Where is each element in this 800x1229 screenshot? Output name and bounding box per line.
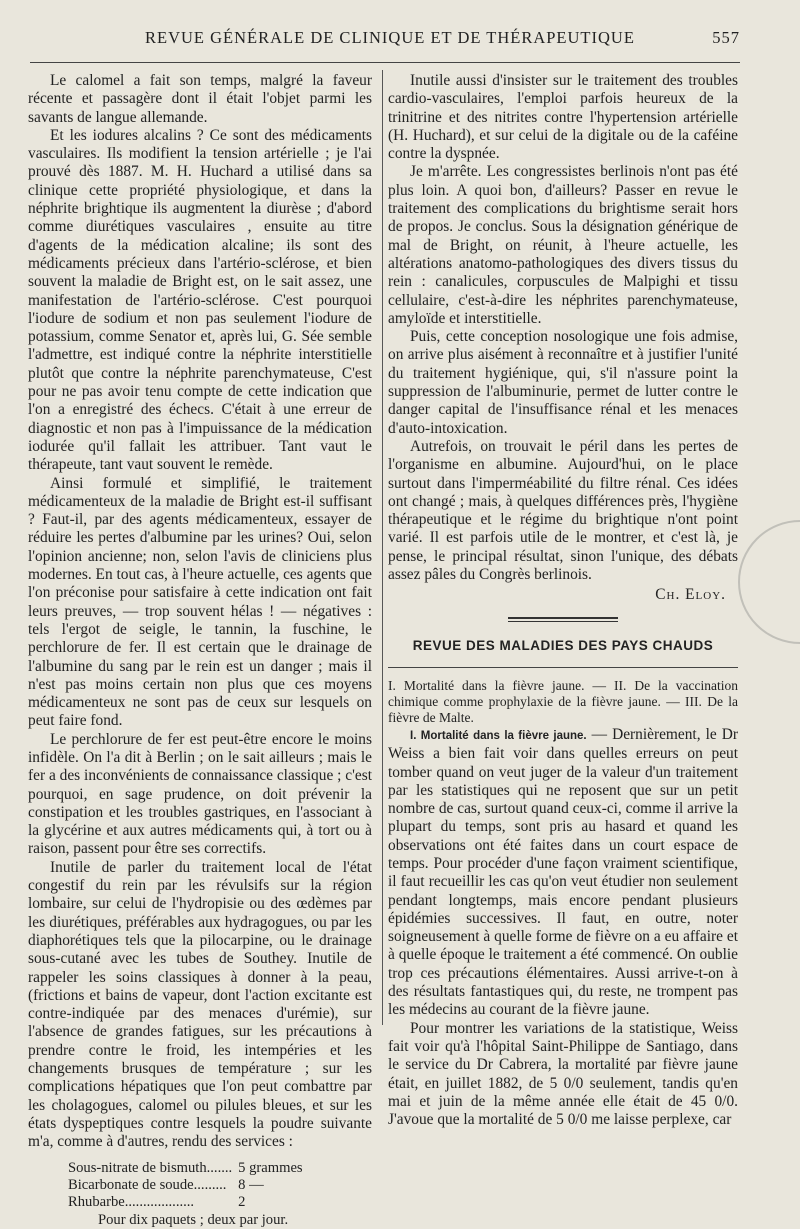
ingredient: Rhubarbe................... bbox=[68, 1193, 195, 1210]
right-column bbox=[388, 72, 738, 1129]
paragraph: Autrefois, on trouvait le péril dans les pertes de l'organisme en albumine. Aujourd'hui, on le place surtout dans l'imperméabilité du filtre rénal. Ces idées ont changé ; mais, à quelques différences près, l'hygiène thérapeutique et le régime du brightique n'ont point varié. Il est parfois utile de le montrer, et c'est là, je pense, le principal résultat, sinon l'unique, des débats assez pâles du Congrès berlinois. bbox=[388, 437, 738, 584]
dosage-note: Pour dix paquets ; deux par jour. bbox=[98, 1211, 289, 1228]
paragraph: Inutile aussi d'insister sur le traitement des troubles cardio-vasculaires, l'emploi parfois heureux de la trinitrine et des nitrites contre l'hypertension artérielle (H. Huchard), et sur celui de la digitale ou de la caféine contre la dyspnée. bbox=[388, 72, 738, 163]
paragraph: Puis, cette conception nosologique une fois admise, on arrive plus aisément à reconnaître et à justifier l'unité du traitement hygiénique, qui, s'il n'assure point la suppression de l'albuminurie, permet de lutter contre le danger capital de l'insuffisance rénal et les menaces d'auto-intoxication. bbox=[388, 328, 738, 437]
prescription-table bbox=[68, 1160, 309, 1211]
paragraph: Inutile de parler du traitement local de l'état congestif du rein par les révulsifs sur la région lombaire, sur celui de l'hydropisie ou des œdèmes par les diurétiques, préférables aux hydragogues, ou par les diaphorétiques tels que la pilocarpine, ou le drainage sous-cutané avec les tubes de Southey. Inutile de rappeler les soins classiques à donner à la peau, (frictions et bains de vapeur, dont l'action excitante est contre-indiquée par des menaces d'urémie), sur l'absence de grandes fatigues, sur les précautions à prendre contre le froid, les intempéries et les changements brusques de température ; sur les complications hépatiques que l'on peut combattre par les cholagogues, calomel ou pilules bleues, et sur les états dyspeptiques contre lesquels la poudre suivante m'a, comme à d'autres, rendu des services : bbox=[28, 858, 372, 1151]
separator-thin-rule bbox=[508, 621, 618, 622]
ingredient: Sous-nitrate de bismuth....... bbox=[68, 1159, 233, 1176]
column-divider bbox=[382, 70, 383, 1025]
section-contents: I. Mortalité dans la fièvre jaune. — II. De la vaccination chimique comme prophylaxie de la fièvre jaune. — III. De la fièvre de Malte. bbox=[388, 677, 738, 725]
section-rule bbox=[388, 667, 738, 668]
library-stamp-mark bbox=[738, 520, 800, 644]
paragraph bbox=[388, 726, 738, 1020]
paragraph: Le calomel a fait son temps, malgré la faveur récente et passagère dont il était l'objet parmi les savants de langue allemande. bbox=[28, 72, 372, 126]
paragraph: Pour montrer les variations de la statistique, Weiss fait voir qu'à l'hôpital Saint-Philippe de Santiago, dans le service du Dr Cabrera, la mortalité par fièvre jaune était, en juillet 1882, de 5 0/0 seulement, tandis qu'en mai et juin de la même année elle était de 45 0/0. J'avoue que la mortalité de 5 0/0 me laisse perplexe, car bbox=[388, 1019, 738, 1129]
separator-thick-rule bbox=[508, 617, 618, 619]
subsection-heading: I. Mortalité dans la fièvre jaune. bbox=[410, 729, 587, 742]
prescription-row bbox=[68, 1194, 309, 1211]
running-header bbox=[40, 28, 740, 52]
page-number: 557 bbox=[712, 28, 740, 47]
paragraph: Je m'arrête. Les congressistes berlinois n'ont pas été plus loin. A quoi bon, d'ailleurs? Passer en revue le traitement des complications du brightisme serait hors de propos. Je conclus. Sous la désignation générique de mal de Bright, on réunit, à l'heure actuelle, les altérations anatomo-pathologiques des divers tissus du rein : canalicules, corpuscules de Malpighi et tissu cellulaire, c'est-à-dire les néphrites parenchymateuse, amyloïde et interstitielle. bbox=[388, 163, 738, 327]
paragraph: Le perchlorure de fer est peut-être encore le moins infidèle. On l'a dit à Berlin ; on le sait ailleurs ; mais le fer a des inconvénients de connaissance classique ; c'est pourquoi, en sage prudence, on doit prévenir la constipation et les troubles gastriques, en l'associant à la glycérine et aux autres médicaments qui, à tort ou à raison, passent pour être ses correctifs. bbox=[28, 730, 372, 858]
quantity: 2 bbox=[238, 1193, 246, 1210]
quantity: 5 grammes bbox=[238, 1159, 303, 1176]
journal-title: REVUE GÉNÉRALE DE CLINIQUE ET DE THÉRAPEUTIQUE bbox=[145, 28, 635, 47]
paragraph: Et les iodures alcalins ? Ce sont des médicaments vasculaires. Ils modifient la tension artérielle ; je l'ai prouvé dès 1887. M. H. Huchard a utilisé dans sa clinique cette propriété physiologique, et dans la néphrite brightique ils augmentent la diurèse ; d'abord comme diurétiques vasculaires , ensuite au titre d'agents de la médication alcaline; ils sont des médicaments précieux dans l'artério-sclérose, et bien souvent la maladie de Bright est, on le sait assez, une manifestation de l'artério-sclérose. C'est pourquoi l'iodure de sodium et non pas seulement l'iodure de potassium, comme Senator et, après lui, G. Sée semble l'admettre, est indiqué contre la néphrite interstitielle plutôt que contre la néphrite parenchymateuse, C'est pour ne pas avoir tenu compte de cette indication que l'on a enregistré des échecs. C'était à une erreur de diagnostic et non pas à l'impuissance de la médication iodurée qu'il fallait les attribuer. Tant vaut le thérapeute, tant vaut souvent le remède. bbox=[28, 126, 372, 474]
quantity: 8 — bbox=[238, 1176, 264, 1193]
prescription-row bbox=[68, 1160, 309, 1177]
prescription-row bbox=[68, 1177, 309, 1194]
header-rule bbox=[30, 62, 740, 63]
ingredient: Bicarbonate de soude......... bbox=[68, 1176, 227, 1193]
paragraph-text: — Dernièrement, le Dr Weiss a bien fait voir dans quelles erreurs on peut tomber quand on veut juger de la valeur d'un traitement par les statistiques qui ne reposent que sur un petit nombre de cas, surtout quand ceux-ci, comme il arrive la plupart du temps, sont pris au hasard et quand les observations ont été faites dans un court espace de temps. Pour procéder d'une façon vraiment scientifique, il faut recueillir les cas qu'on veut étudier non seulement pendant longtemps, mais encore pendant plusieurs épidémies successives. Il faut, en outre, noter soigneusement à quelle forme de fièvre on a eu affaire et à quelle époque le traitement a été commencé. On oublie trop ces précautions élémentaires. Aussi arrive-t-on à des résultats fantastiques qui, du reste, ne trompent pas les médecins au courant de la fièvre jaune. bbox=[388, 725, 739, 1019]
section-separator bbox=[388, 613, 738, 629]
left-column bbox=[28, 72, 372, 1229]
author-signature: Ch. Eloy. bbox=[655, 586, 726, 604]
paragraph: Ainsi formulé et simplifié, le traitement médicamenteux de la maladie de Bright est-il suffisant ? Faut-il, par des agents médicamenteux, essayer de réduire les pertes d'albumine par les urines? Oui, selon l'opinion ancienne; non, selon l'avis de cliniciens plus modernes. En tout cas, à l'heure actuelle, ces agents que l'on préconise pour satisfaire à cette indication ont fait leurs preuves, — trop souvent hélas ! — négatives : tels l'ergot de seigle, le tannin, la fuschine, le perchlorure de fer. Il est certain que le drainage de l'albumine du sang par le rein est un danger ; mais il n'est pas moins certain non plus que ces moyens médicamenteux ne sont pas de ceux sur lesquels on peut faire fond. bbox=[28, 474, 372, 730]
section-title: REVUE DES MALADIES DES PAYS CHAUDS bbox=[412, 637, 714, 653]
